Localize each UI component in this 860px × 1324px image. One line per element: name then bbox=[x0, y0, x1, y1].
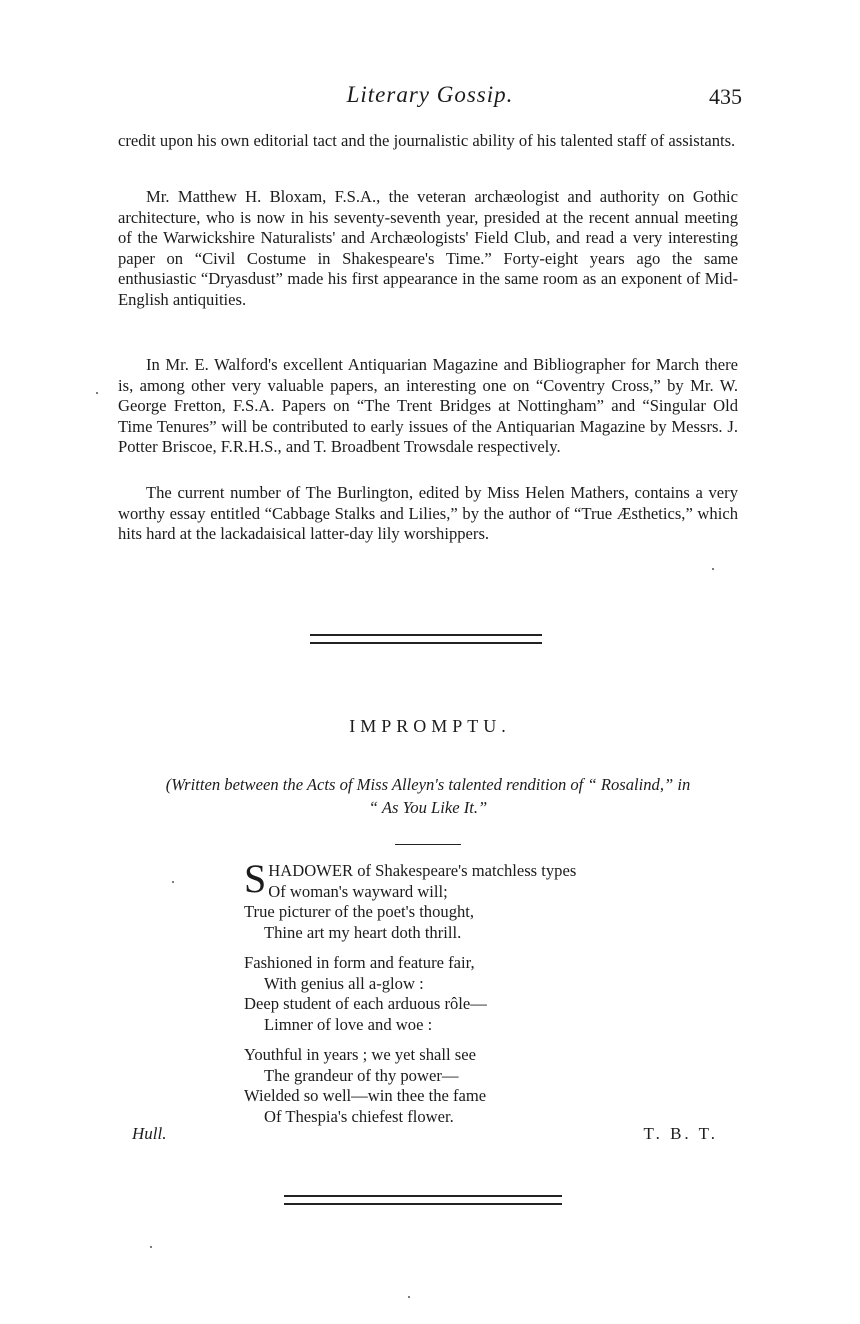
running-title: Literary Gossip. bbox=[346, 82, 514, 107]
poem-line: True picturer of the poet's thought, bbox=[244, 902, 475, 922]
paragraph-walford: In Mr. E. Walford's excellent Antiquarian Magazine and Bibliographer for March there is, among other very valuable papers, an interesting one on “Coventry Cross,” by Mr. W. George Fretton, F.S.A. Papers on “The Trent Bridges at Nottingham” and “Singular Old Time Tenures” will be contributed to early issues of the Antiquarian Magazine by Messrs. J. Potter Briscoe, F.R.H.S., and T. Broadbent Trowsdale respectively. bbox=[118, 355, 738, 457]
paragraph-bloxam: Mr. Matthew H. Bloxam, F.S.A., the veteran archæologist and authority on Gothic architecture, who is now in his seventy-seventh year, presided at the recent annual meeting of the Warwickshire Naturalists' and Archæologists' Field Club, and read a very interesting paper on “Civil Costume in Shakespeare's Time.” Forty-eight years ago the same enthusiastic “Dryasdust” made his first appearance in the same room as an exponent of Mid-English antiquities. bbox=[118, 187, 738, 309]
subtitle-rule bbox=[395, 844, 461, 845]
running-head bbox=[0, 82, 860, 112]
paper-speck bbox=[150, 1246, 152, 1248]
poem-line: Youthful in years ; we yet shall see bbox=[244, 1045, 476, 1064]
paragraph-continuation: credit upon his own editorial tact and the journalistic ability of his talented staff of assistants. bbox=[118, 131, 736, 150]
poem-stanza-3 bbox=[244, 1045, 684, 1127]
paper-speck bbox=[408, 1296, 410, 1298]
poem-subtitle-line2: “ As You Like It.” bbox=[368, 798, 488, 817]
poem-line: With genius all a-glow : bbox=[264, 973, 424, 993]
poem-line: The grandeur of thy power— bbox=[264, 1065, 459, 1085]
signature: T. B. T. bbox=[643, 1124, 718, 1143]
poem-line: Thine art my heart doth thrill. bbox=[264, 922, 462, 942]
paper-speck bbox=[712, 568, 714, 570]
poem-line: HADOWER of Shakespeare's matchless types bbox=[268, 861, 577, 880]
poem-stanza-1 bbox=[244, 856, 684, 943]
poem-stanza-2 bbox=[244, 953, 684, 1035]
dropcap-letter: S bbox=[244, 856, 267, 901]
poem-line: Of woman's wayward will; bbox=[268, 881, 448, 901]
page-number: 435 bbox=[709, 84, 742, 109]
poem-line: Limner of love and woe : bbox=[264, 1014, 433, 1034]
poem-line: Fashioned in form and feature fair, bbox=[244, 953, 475, 972]
paper-speck bbox=[96, 392, 98, 394]
end-divider-rule bbox=[284, 1195, 562, 1205]
paper-speck bbox=[172, 881, 174, 883]
place-name: Hull. bbox=[132, 1124, 167, 1143]
paragraph-burlington: The current number of The Burlington, edited by Miss Helen Mathers, contains a very worthy essay entitled “Cabbage Stalks and Lilies,” by the author of “True Æsthetics,” which hits hard at the lackadaisical latter-day lily worshippers. bbox=[118, 483, 738, 544]
section-divider-rule bbox=[310, 634, 542, 644]
poem-line: Wielded so well—win thee the fame bbox=[244, 1086, 487, 1106]
poem-title: IMPROMPTU. bbox=[349, 716, 511, 736]
poem-line: Of Thespia's chiefest flower. bbox=[264, 1106, 454, 1126]
poem-line: Deep student of each arduous rôle— bbox=[244, 994, 487, 1014]
poem-subtitle-line1: (Written between the Acts of Miss Alleyn's talented rendition of “ Rosalind,” in bbox=[165, 775, 691, 794]
